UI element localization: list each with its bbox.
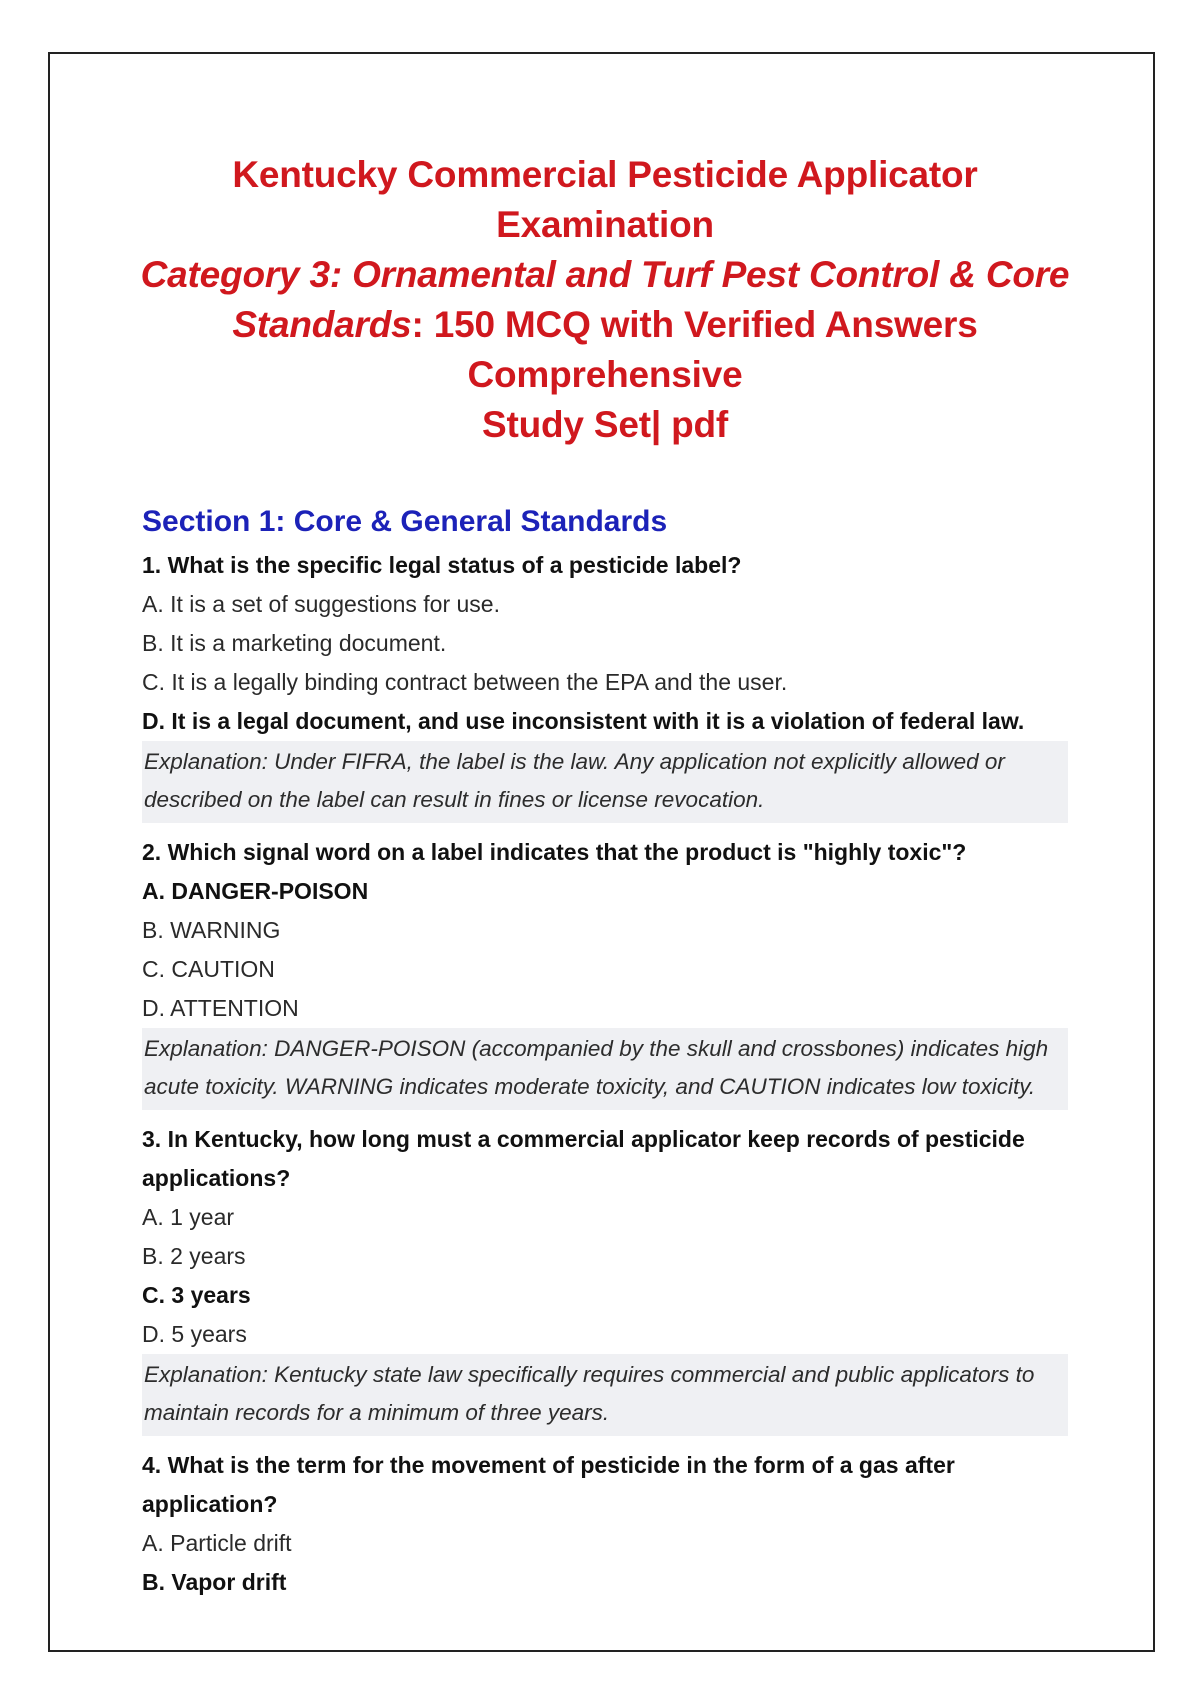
answer-explanation: Explanation: Under FIFRA, the label is the law. Any application not explicitly allowed or described on the label can result in fines or license revocation. xyxy=(142,741,1068,823)
answer-option: A. Particle drift xyxy=(142,1530,292,1556)
answer-option: C. It is a legally binding contract between the EPA and the user. xyxy=(142,669,788,695)
answer-explanation: Explanation: Kentucky state law specifically requires commercial and public applicators to maintain records for a minimum of three years. xyxy=(142,1354,1068,1436)
answer-option: B. It is a marketing document. xyxy=(142,630,447,656)
title-line-1: Kentucky Commercial Pesticide Applicator Examination xyxy=(232,154,978,245)
document-title xyxy=(132,150,1078,450)
title-line-3-italic: Standards xyxy=(232,304,412,345)
answer-option: A. 1 year xyxy=(142,1204,235,1230)
question-block xyxy=(142,1120,1068,1436)
answer-option: A. It is a set of suggestions for use. xyxy=(142,591,500,617)
answer-option: D. 5 years xyxy=(142,1321,247,1347)
answer-option: B. 2 years xyxy=(142,1243,246,1269)
correct-answer-option: C. 3 years xyxy=(142,1282,251,1308)
question-text: 4. What is the term for the movement of pesticide in the form of a gas after application? xyxy=(142,1452,955,1517)
correct-answer-option: B. Vapor drift xyxy=(142,1569,287,1595)
question-text: 1. What is the specific legal status of a pesticide label? xyxy=(142,552,742,578)
answer-option: C. CAUTION xyxy=(142,956,275,982)
title-line-4: Study Set| pdf xyxy=(482,404,728,445)
title-line-3-rest: : 150 MCQ with Verified Answers Comprehensive xyxy=(411,304,978,395)
question-block xyxy=(142,546,1068,823)
answer-option: D. ATTENTION xyxy=(142,995,299,1021)
title-line-3 xyxy=(132,300,1078,400)
title-line-2: Category 3: Ornamental and Turf Pest Control & Core xyxy=(140,254,1070,295)
question-text: 3. In Kentucky, how long must a commercial applicator keep records of pesticide applications? xyxy=(142,1126,1025,1191)
correct-answer-option: A. DANGER-POISON xyxy=(142,878,369,904)
answer-explanation: Explanation: DANGER-POISON (accompanied by the skull and crossbones) indicates high acute toxicity. WARNING indicates moderate toxicity, and CAUTION indicates low toxicity. xyxy=(142,1028,1068,1110)
correct-answer-option: D. It is a legal document, and use inconsistent with it is a violation of federal law. xyxy=(142,708,1025,734)
answer-option: B. WARNING xyxy=(142,917,281,943)
question-block xyxy=(142,1446,1068,1602)
question-text: 2. Which signal word on a label indicates that the product is "highly toxic"? xyxy=(142,839,967,865)
section-heading: Section 1: Core & General Standards xyxy=(142,505,668,538)
document-content xyxy=(142,150,1068,1602)
question-block xyxy=(142,833,1068,1110)
